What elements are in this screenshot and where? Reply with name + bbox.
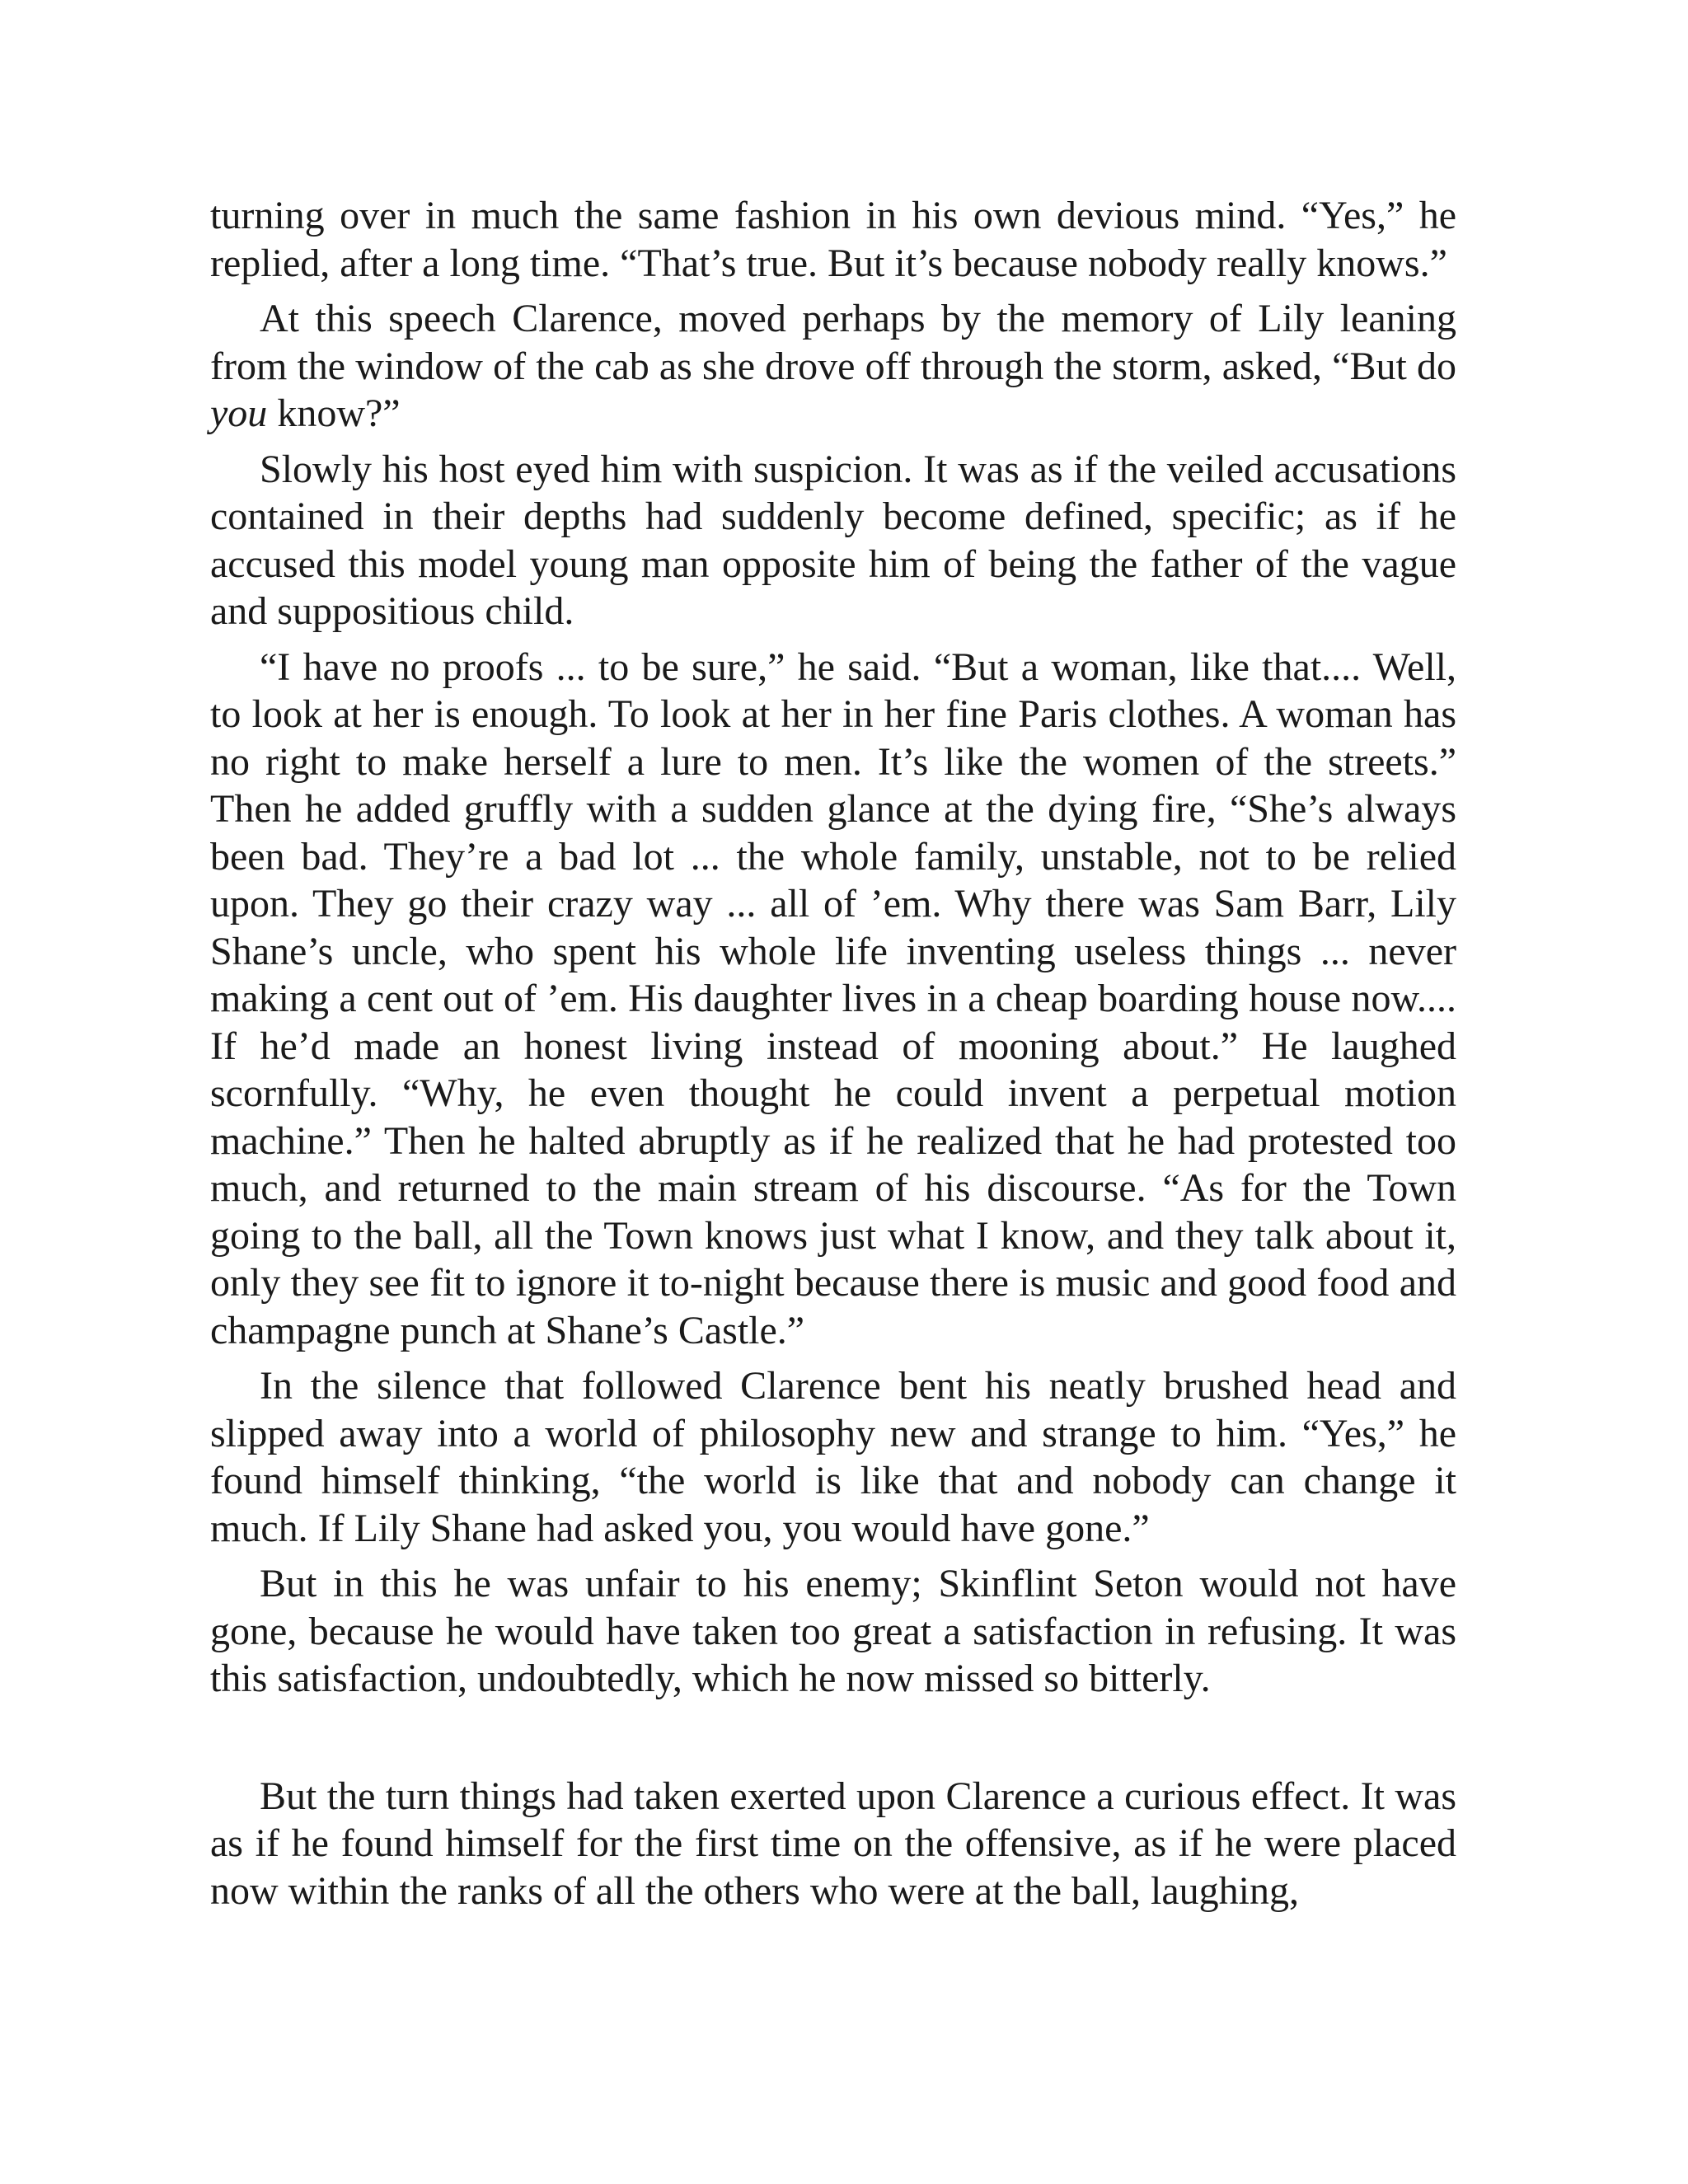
paragraph-2 (210, 295, 1456, 438)
section-break (210, 1711, 1456, 1773)
paragraph-1: turning over in much the same fashion in his own devious mind. “Yes,” he replied, after a long time. “That’s true. But it’s because nobody really knows.” (210, 194, 1456, 285)
paragraph-7: But the turn things had taken exerted upon Clarence a curious effect. It was as if he found himself for the first time on the offensive, as if he were placed now within the ranks of all the others who were at the ball, laughing, (210, 1774, 1456, 1913)
page-body (210, 192, 1456, 1923)
paragraph-5: In the silence that followed Clarence bent his neatly brushed head and slipped away into a world of philosophy new and strange to him. “Yes,” he found himself thinking, “the world is like that and nobody can change it much. If Lily Shane had asked you, you would have gone.” (210, 1364, 1456, 1550)
paragraph-2-after: know?” (267, 391, 401, 435)
paragraph-2-emphasis: you (210, 391, 268, 435)
paragraph-6: But in this he was unfair to his enemy; Skinflint Seton would not have gone, because he would have taken too great a satisfaction in refusing. It was this satisfaction, undoubtedly, which he now missed so bitterly. (210, 1562, 1456, 1700)
paragraph-3: Slowly his host eyed him with suspicion. It was as if the veiled accusations contained in their depths had suddenly become defined, specific; as if he accused this model young man opposite him of being the father of the vague and suppositious child. (210, 447, 1456, 633)
paragraph-2-before: At this speech Clarence, moved perhaps by the memory of Lily leaning from the window of the cab as she drove off through the storm, asked, “But do (210, 297, 1456, 388)
paragraph-4: “I have no proofs ... to be sure,” he said. “But a woman, like that.... Well, to look at her is enough. To look at her in her fine Paris clothes. A woman has no right to make herself a lure to men. It’s like the women of the streets.” Then he added gruffly with a sudden glance at the dying fire, “She’s always been bad. They’re a bad lot ... the whole family, unstable, not to be relied upon. They go their crazy way ... all of ’em. Why there was Sam Barr, Lily Shane’s uncle, who spent his whole life inventing useless things ... never making a cent out of ’em. His daughter lives in a cheap boarding house now.... If he’d made an honest living instead of mooning about.” He laughed scornfully. “Why, he even thought he could invent a perpetual motion machine.” Then he halted abruptly as if he realized that he had protested too much, and returned to the main stream of his discourse. “As for the Town going to the ball, all the Town knows just what I know, and they talk about it, only they see fit to ignore it to-night because there is music and good food and champagne punch at Shane’s Castle.” (210, 644, 1456, 1352)
